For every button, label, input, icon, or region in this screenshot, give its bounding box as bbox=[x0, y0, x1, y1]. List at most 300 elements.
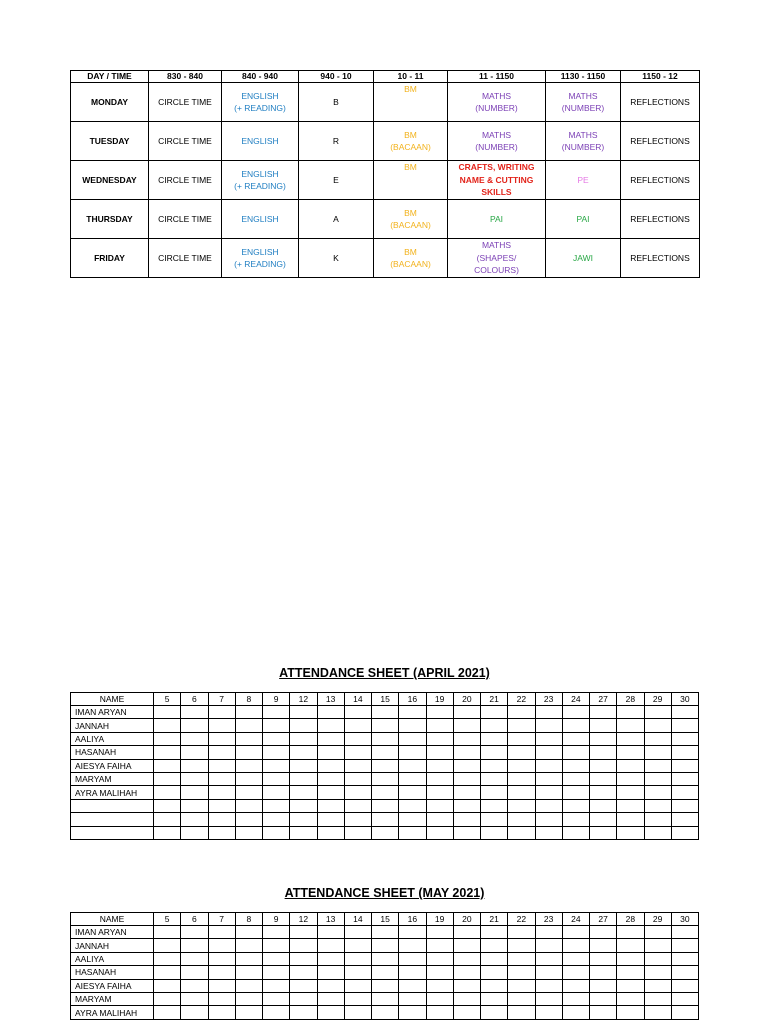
attendance-cell[interactable] bbox=[481, 759, 508, 772]
attendance-cell[interactable] bbox=[481, 992, 508, 1005]
attendance-cell[interactable] bbox=[671, 772, 698, 785]
attendance-cell[interactable] bbox=[317, 772, 344, 785]
attendance-cell[interactable] bbox=[535, 786, 562, 799]
attendance-cell[interactable] bbox=[508, 979, 535, 992]
attendance-cell[interactable] bbox=[344, 746, 371, 759]
attendance-cell[interactable] bbox=[154, 759, 181, 772]
attendance-cell[interactable] bbox=[562, 706, 589, 719]
attendance-cell[interactable] bbox=[671, 966, 698, 979]
attendance-cell[interactable] bbox=[290, 732, 317, 745]
attendance-cell[interactable] bbox=[590, 826, 617, 839]
attendance-cell[interactable] bbox=[344, 992, 371, 1005]
attendance-cell[interactable] bbox=[590, 813, 617, 826]
attendance-cell[interactable] bbox=[235, 719, 262, 732]
attendance-cell[interactable] bbox=[644, 706, 671, 719]
attendance-cell[interactable] bbox=[644, 826, 671, 839]
attendance-cell[interactable] bbox=[344, 732, 371, 745]
attendance-cell[interactable] bbox=[453, 979, 480, 992]
attendance-cell[interactable] bbox=[399, 1006, 426, 1019]
attendance-cell[interactable] bbox=[181, 939, 208, 952]
attendance-cell[interactable] bbox=[154, 979, 181, 992]
attendance-cell[interactable] bbox=[617, 732, 644, 745]
attendance-cell[interactable] bbox=[671, 813, 698, 826]
attendance-cell[interactable] bbox=[644, 992, 671, 1005]
attendance-cell[interactable] bbox=[453, 746, 480, 759]
attendance-cell[interactable] bbox=[426, 939, 453, 952]
attendance-cell[interactable] bbox=[453, 799, 480, 812]
attendance-cell[interactable] bbox=[590, 772, 617, 785]
attendance-cell[interactable] bbox=[453, 786, 480, 799]
attendance-cell[interactable] bbox=[535, 799, 562, 812]
attendance-cell[interactable] bbox=[290, 813, 317, 826]
attendance-cell[interactable] bbox=[372, 939, 399, 952]
attendance-cell[interactable] bbox=[399, 979, 426, 992]
attendance-cell[interactable] bbox=[399, 826, 426, 839]
attendance-cell[interactable] bbox=[590, 786, 617, 799]
attendance-cell[interactable] bbox=[671, 926, 698, 939]
attendance-cell[interactable] bbox=[290, 952, 317, 965]
attendance-cell[interactable] bbox=[154, 826, 181, 839]
attendance-cell[interactable] bbox=[590, 966, 617, 979]
attendance-cell[interactable] bbox=[208, 772, 235, 785]
attendance-cell[interactable] bbox=[481, 1006, 508, 1019]
attendance-cell[interactable] bbox=[154, 1006, 181, 1019]
attendance-cell[interactable] bbox=[535, 759, 562, 772]
attendance-cell[interactable] bbox=[344, 759, 371, 772]
attendance-cell[interactable] bbox=[590, 979, 617, 992]
attendance-cell[interactable] bbox=[481, 799, 508, 812]
attendance-cell[interactable] bbox=[535, 706, 562, 719]
attendance-cell[interactable] bbox=[263, 952, 290, 965]
attendance-cell[interactable] bbox=[399, 732, 426, 745]
attendance-cell[interactable] bbox=[617, 966, 644, 979]
attendance-cell[interactable] bbox=[344, 979, 371, 992]
attendance-cell[interactable] bbox=[562, 746, 589, 759]
attendance-cell[interactable] bbox=[481, 926, 508, 939]
attendance-cell[interactable] bbox=[263, 966, 290, 979]
attendance-cell[interactable] bbox=[508, 706, 535, 719]
attendance-cell[interactable] bbox=[453, 719, 480, 732]
attendance-cell[interactable] bbox=[235, 952, 262, 965]
attendance-cell[interactable] bbox=[317, 813, 344, 826]
attendance-cell[interactable] bbox=[535, 826, 562, 839]
attendance-cell[interactable] bbox=[235, 706, 262, 719]
attendance-cell[interactable] bbox=[426, 799, 453, 812]
attendance-cell[interactable] bbox=[372, 992, 399, 1005]
attendance-cell[interactable] bbox=[208, 786, 235, 799]
attendance-cell[interactable] bbox=[317, 799, 344, 812]
attendance-cell[interactable] bbox=[617, 813, 644, 826]
attendance-cell[interactable] bbox=[399, 926, 426, 939]
attendance-cell[interactable] bbox=[535, 979, 562, 992]
attendance-cell[interactable] bbox=[372, 719, 399, 732]
attendance-cell[interactable] bbox=[372, 826, 399, 839]
attendance-cell[interactable] bbox=[208, 952, 235, 965]
attendance-cell[interactable] bbox=[481, 732, 508, 745]
attendance-cell[interactable] bbox=[208, 746, 235, 759]
attendance-cell[interactable] bbox=[317, 746, 344, 759]
attendance-cell[interactable] bbox=[562, 952, 589, 965]
attendance-cell[interactable] bbox=[453, 759, 480, 772]
attendance-cell[interactable] bbox=[562, 1006, 589, 1019]
attendance-cell[interactable] bbox=[317, 952, 344, 965]
attendance-cell[interactable] bbox=[290, 746, 317, 759]
attendance-cell[interactable] bbox=[671, 939, 698, 952]
attendance-cell[interactable] bbox=[181, 746, 208, 759]
attendance-cell[interactable] bbox=[453, 952, 480, 965]
attendance-cell[interactable] bbox=[154, 799, 181, 812]
attendance-cell[interactable] bbox=[235, 992, 262, 1005]
attendance-cell[interactable] bbox=[263, 746, 290, 759]
attendance-cell[interactable] bbox=[235, 1006, 262, 1019]
attendance-cell[interactable] bbox=[290, 979, 317, 992]
attendance-cell[interactable] bbox=[317, 1006, 344, 1019]
attendance-cell[interactable] bbox=[290, 799, 317, 812]
attendance-cell[interactable] bbox=[290, 786, 317, 799]
attendance-cell[interactable] bbox=[644, 786, 671, 799]
attendance-cell[interactable] bbox=[154, 706, 181, 719]
attendance-cell[interactable] bbox=[181, 979, 208, 992]
attendance-cell[interactable] bbox=[399, 706, 426, 719]
attendance-cell[interactable] bbox=[372, 772, 399, 785]
attendance-cell[interactable] bbox=[426, 966, 453, 979]
attendance-cell[interactable] bbox=[263, 1006, 290, 1019]
attendance-cell[interactable] bbox=[453, 772, 480, 785]
attendance-cell[interactable] bbox=[481, 786, 508, 799]
attendance-cell[interactable] bbox=[317, 706, 344, 719]
attendance-cell[interactable] bbox=[453, 926, 480, 939]
attendance-cell[interactable] bbox=[590, 939, 617, 952]
attendance-cell[interactable] bbox=[590, 1006, 617, 1019]
attendance-cell[interactable] bbox=[426, 992, 453, 1005]
attendance-cell[interactable] bbox=[344, 826, 371, 839]
attendance-cell[interactable] bbox=[562, 813, 589, 826]
attendance-cell[interactable] bbox=[181, 799, 208, 812]
attendance-cell[interactable] bbox=[481, 746, 508, 759]
attendance-cell[interactable] bbox=[426, 732, 453, 745]
attendance-cell[interactable] bbox=[317, 939, 344, 952]
attendance-cell[interactable] bbox=[426, 826, 453, 839]
attendance-cell[interactable] bbox=[290, 939, 317, 952]
attendance-cell[interactable] bbox=[399, 746, 426, 759]
attendance-cell[interactable] bbox=[562, 719, 589, 732]
attendance-cell[interactable] bbox=[263, 759, 290, 772]
attendance-cell[interactable] bbox=[317, 979, 344, 992]
attendance-cell[interactable] bbox=[372, 813, 399, 826]
attendance-cell[interactable] bbox=[208, 1006, 235, 1019]
attendance-cell[interactable] bbox=[508, 966, 535, 979]
attendance-cell[interactable] bbox=[535, 952, 562, 965]
attendance-cell[interactable] bbox=[453, 1006, 480, 1019]
attendance-cell[interactable] bbox=[644, 813, 671, 826]
attendance-cell[interactable] bbox=[263, 799, 290, 812]
attendance-cell[interactable] bbox=[671, 799, 698, 812]
attendance-cell[interactable] bbox=[290, 719, 317, 732]
attendance-cell[interactable] bbox=[453, 992, 480, 1005]
attendance-cell[interactable] bbox=[317, 786, 344, 799]
attendance-cell[interactable] bbox=[508, 759, 535, 772]
attendance-cell[interactable] bbox=[235, 746, 262, 759]
attendance-cell[interactable] bbox=[644, 939, 671, 952]
attendance-cell[interactable] bbox=[508, 732, 535, 745]
attendance-cell[interactable] bbox=[372, 926, 399, 939]
attendance-cell[interactable] bbox=[562, 799, 589, 812]
attendance-cell[interactable] bbox=[399, 786, 426, 799]
attendance-cell[interactable] bbox=[508, 786, 535, 799]
attendance-cell[interactable] bbox=[290, 966, 317, 979]
attendance-cell[interactable] bbox=[263, 992, 290, 1005]
attendance-cell[interactable] bbox=[426, 926, 453, 939]
attendance-cell[interactable] bbox=[617, 939, 644, 952]
attendance-cell[interactable] bbox=[617, 719, 644, 732]
attendance-cell[interactable] bbox=[399, 992, 426, 1005]
attendance-cell[interactable] bbox=[562, 732, 589, 745]
attendance-cell[interactable] bbox=[208, 826, 235, 839]
attendance-cell[interactable] bbox=[235, 786, 262, 799]
attendance-cell[interactable] bbox=[671, 746, 698, 759]
attendance-cell[interactable] bbox=[181, 706, 208, 719]
attendance-cell[interactable] bbox=[208, 939, 235, 952]
attendance-cell[interactable] bbox=[508, 813, 535, 826]
attendance-cell[interactable] bbox=[617, 799, 644, 812]
attendance-cell[interactable] bbox=[235, 826, 262, 839]
attendance-cell[interactable] bbox=[671, 992, 698, 1005]
attendance-cell[interactable] bbox=[617, 706, 644, 719]
attendance-cell[interactable] bbox=[535, 772, 562, 785]
attendance-cell[interactable] bbox=[508, 1006, 535, 1019]
attendance-cell[interactable] bbox=[508, 926, 535, 939]
attendance-cell[interactable] bbox=[644, 746, 671, 759]
attendance-cell[interactable] bbox=[617, 746, 644, 759]
attendance-cell[interactable] bbox=[535, 1006, 562, 1019]
attendance-cell[interactable] bbox=[590, 759, 617, 772]
attendance-cell[interactable] bbox=[235, 926, 262, 939]
attendance-cell[interactable] bbox=[562, 786, 589, 799]
attendance-cell[interactable] bbox=[235, 732, 262, 745]
attendance-cell[interactable] bbox=[344, 966, 371, 979]
attendance-cell[interactable] bbox=[317, 826, 344, 839]
attendance-cell[interactable] bbox=[644, 759, 671, 772]
attendance-cell[interactable] bbox=[344, 926, 371, 939]
attendance-cell[interactable] bbox=[535, 746, 562, 759]
attendance-cell[interactable] bbox=[426, 786, 453, 799]
attendance-cell[interactable] bbox=[535, 992, 562, 1005]
attendance-cell[interactable] bbox=[317, 992, 344, 1005]
attendance-cell[interactable] bbox=[154, 992, 181, 1005]
attendance-cell[interactable] bbox=[590, 719, 617, 732]
attendance-cell[interactable] bbox=[617, 926, 644, 939]
attendance-cell[interactable] bbox=[644, 719, 671, 732]
attendance-cell[interactable] bbox=[644, 926, 671, 939]
attendance-cell[interactable] bbox=[590, 746, 617, 759]
attendance-cell[interactable] bbox=[344, 813, 371, 826]
attendance-cell[interactable] bbox=[399, 719, 426, 732]
attendance-cell[interactable] bbox=[671, 759, 698, 772]
attendance-cell[interactable] bbox=[208, 992, 235, 1005]
attendance-cell[interactable] bbox=[235, 772, 262, 785]
attendance-cell[interactable] bbox=[372, 966, 399, 979]
attendance-cell[interactable] bbox=[671, 719, 698, 732]
attendance-cell[interactable] bbox=[590, 799, 617, 812]
attendance-cell[interactable] bbox=[644, 772, 671, 785]
attendance-cell[interactable] bbox=[208, 813, 235, 826]
attendance-cell[interactable] bbox=[208, 926, 235, 939]
attendance-cell[interactable] bbox=[508, 772, 535, 785]
attendance-cell[interactable] bbox=[208, 966, 235, 979]
attendance-cell[interactable] bbox=[535, 732, 562, 745]
attendance-cell[interactable] bbox=[590, 992, 617, 1005]
attendance-cell[interactable] bbox=[617, 786, 644, 799]
attendance-cell[interactable] bbox=[154, 939, 181, 952]
attendance-cell[interactable] bbox=[344, 786, 371, 799]
attendance-cell[interactable] bbox=[263, 939, 290, 952]
attendance-cell[interactable] bbox=[562, 826, 589, 839]
attendance-cell[interactable] bbox=[535, 966, 562, 979]
attendance-cell[interactable] bbox=[154, 813, 181, 826]
attendance-cell[interactable] bbox=[181, 926, 208, 939]
attendance-cell[interactable] bbox=[263, 979, 290, 992]
attendance-cell[interactable] bbox=[235, 966, 262, 979]
attendance-cell[interactable] bbox=[154, 952, 181, 965]
attendance-cell[interactable] bbox=[181, 759, 208, 772]
attendance-cell[interactable] bbox=[290, 772, 317, 785]
attendance-cell[interactable] bbox=[399, 966, 426, 979]
attendance-cell[interactable] bbox=[290, 1006, 317, 1019]
attendance-cell[interactable] bbox=[263, 813, 290, 826]
attendance-cell[interactable] bbox=[671, 732, 698, 745]
attendance-cell[interactable] bbox=[181, 826, 208, 839]
attendance-cell[interactable] bbox=[453, 939, 480, 952]
attendance-cell[interactable] bbox=[671, 786, 698, 799]
attendance-cell[interactable] bbox=[453, 813, 480, 826]
attendance-cell[interactable] bbox=[508, 719, 535, 732]
attendance-cell[interactable] bbox=[481, 939, 508, 952]
attendance-cell[interactable] bbox=[535, 939, 562, 952]
attendance-cell[interactable] bbox=[426, 772, 453, 785]
attendance-cell[interactable] bbox=[235, 813, 262, 826]
attendance-cell[interactable] bbox=[290, 926, 317, 939]
attendance-cell[interactable] bbox=[263, 772, 290, 785]
attendance-cell[interactable] bbox=[453, 732, 480, 745]
attendance-cell[interactable] bbox=[481, 813, 508, 826]
attendance-cell[interactable] bbox=[181, 786, 208, 799]
attendance-cell[interactable] bbox=[399, 759, 426, 772]
attendance-cell[interactable] bbox=[263, 786, 290, 799]
attendance-cell[interactable] bbox=[344, 799, 371, 812]
attendance-cell[interactable] bbox=[617, 759, 644, 772]
attendance-cell[interactable] bbox=[426, 759, 453, 772]
attendance-cell[interactable] bbox=[154, 926, 181, 939]
attendance-cell[interactable] bbox=[508, 799, 535, 812]
attendance-cell[interactable] bbox=[344, 1006, 371, 1019]
attendance-cell[interactable] bbox=[317, 759, 344, 772]
attendance-cell[interactable] bbox=[181, 1006, 208, 1019]
attendance-cell[interactable] bbox=[426, 1006, 453, 1019]
attendance-cell[interactable] bbox=[590, 732, 617, 745]
attendance-cell[interactable] bbox=[671, 1006, 698, 1019]
attendance-cell[interactable] bbox=[208, 719, 235, 732]
attendance-cell[interactable] bbox=[181, 772, 208, 785]
attendance-cell[interactable] bbox=[671, 979, 698, 992]
attendance-cell[interactable] bbox=[535, 926, 562, 939]
attendance-cell[interactable] bbox=[154, 719, 181, 732]
attendance-cell[interactable] bbox=[426, 706, 453, 719]
attendance-cell[interactable] bbox=[181, 952, 208, 965]
attendance-cell[interactable] bbox=[399, 939, 426, 952]
attendance-cell[interactable] bbox=[208, 732, 235, 745]
attendance-cell[interactable] bbox=[399, 813, 426, 826]
attendance-cell[interactable] bbox=[235, 799, 262, 812]
attendance-cell[interactable] bbox=[290, 706, 317, 719]
attendance-cell[interactable] bbox=[154, 772, 181, 785]
attendance-cell[interactable] bbox=[290, 992, 317, 1005]
attendance-cell[interactable] bbox=[208, 706, 235, 719]
attendance-cell[interactable] bbox=[263, 732, 290, 745]
attendance-cell[interactable] bbox=[481, 952, 508, 965]
attendance-cell[interactable] bbox=[644, 1006, 671, 1019]
attendance-cell[interactable] bbox=[644, 799, 671, 812]
attendance-cell[interactable] bbox=[263, 826, 290, 839]
attendance-cell[interactable] bbox=[317, 719, 344, 732]
attendance-cell[interactable] bbox=[617, 772, 644, 785]
attendance-cell[interactable] bbox=[344, 952, 371, 965]
attendance-cell[interactable] bbox=[399, 772, 426, 785]
attendance-cell[interactable] bbox=[208, 759, 235, 772]
attendance-cell[interactable] bbox=[562, 926, 589, 939]
attendance-cell[interactable] bbox=[481, 772, 508, 785]
attendance-cell[interactable] bbox=[426, 979, 453, 992]
attendance-cell[interactable] bbox=[235, 939, 262, 952]
attendance-cell[interactable] bbox=[235, 979, 262, 992]
attendance-cell[interactable] bbox=[617, 979, 644, 992]
attendance-cell[interactable] bbox=[344, 706, 371, 719]
attendance-cell[interactable] bbox=[372, 706, 399, 719]
attendance-cell[interactable] bbox=[181, 992, 208, 1005]
attendance-cell[interactable] bbox=[562, 992, 589, 1005]
attendance-cell[interactable] bbox=[617, 1006, 644, 1019]
attendance-cell[interactable] bbox=[344, 772, 371, 785]
attendance-cell[interactable] bbox=[263, 706, 290, 719]
attendance-cell[interactable] bbox=[154, 966, 181, 979]
attendance-cell[interactable] bbox=[317, 732, 344, 745]
attendance-cell[interactable] bbox=[644, 952, 671, 965]
attendance-cell[interactable] bbox=[508, 826, 535, 839]
attendance-cell[interactable] bbox=[317, 926, 344, 939]
attendance-cell[interactable] bbox=[562, 979, 589, 992]
attendance-cell[interactable] bbox=[263, 719, 290, 732]
attendance-cell[interactable] bbox=[208, 979, 235, 992]
attendance-cell[interactable] bbox=[399, 952, 426, 965]
attendance-cell[interactable] bbox=[590, 926, 617, 939]
attendance-cell[interactable] bbox=[372, 1006, 399, 1019]
attendance-cell[interactable] bbox=[508, 939, 535, 952]
attendance-cell[interactable] bbox=[481, 826, 508, 839]
attendance-cell[interactable] bbox=[344, 939, 371, 952]
attendance-cell[interactable] bbox=[154, 732, 181, 745]
attendance-cell[interactable] bbox=[426, 952, 453, 965]
attendance-cell[interactable] bbox=[154, 786, 181, 799]
attendance-cell[interactable] bbox=[644, 966, 671, 979]
attendance-cell[interactable] bbox=[235, 759, 262, 772]
attendance-cell[interactable] bbox=[263, 926, 290, 939]
attendance-cell[interactable] bbox=[453, 966, 480, 979]
attendance-cell[interactable] bbox=[181, 966, 208, 979]
attendance-cell[interactable] bbox=[562, 759, 589, 772]
attendance-cell[interactable] bbox=[399, 799, 426, 812]
attendance-cell[interactable] bbox=[317, 966, 344, 979]
attendance-cell[interactable] bbox=[453, 706, 480, 719]
attendance-cell[interactable] bbox=[372, 786, 399, 799]
